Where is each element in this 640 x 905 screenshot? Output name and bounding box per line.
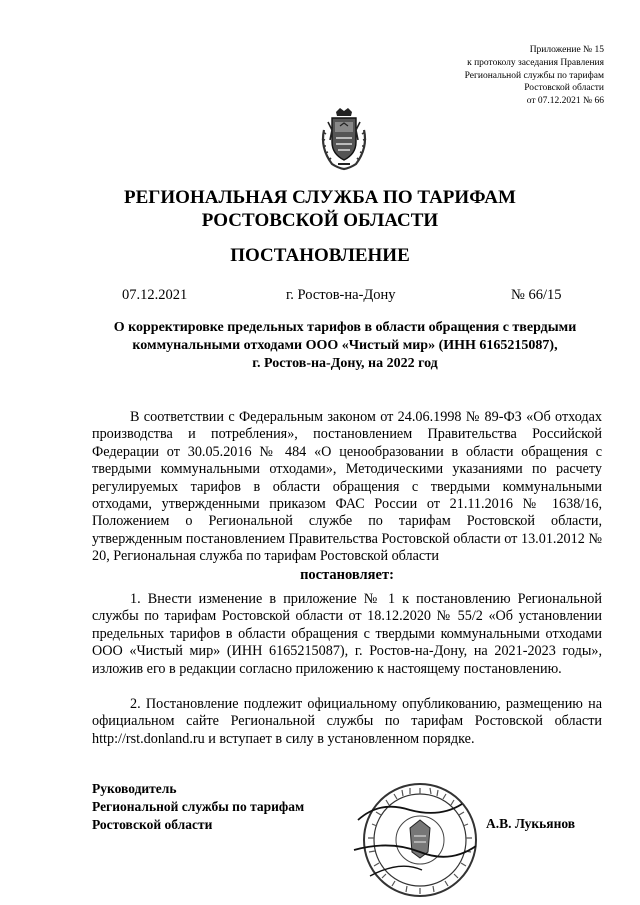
signatory-title-line: Руководитель bbox=[92, 781, 177, 796]
official-seal-icon bbox=[350, 780, 480, 900]
title-line: г. Ростов-на-Дону, на 2022 год bbox=[252, 356, 438, 371]
decree-item-2: 2. Постановление подлежит официальному опубликованию, размещению на официальном сайте Региональной службы по тарифам Ростовской области http://rst.donland.ru и вступает в силу в установленном порядке. bbox=[92, 696, 602, 747]
decrees-heading: постановляет: bbox=[300, 567, 394, 583]
appendix-line: Региональной службы по тарифам bbox=[464, 70, 604, 81]
preamble-paragraph: В соответствии с Федеральным законом от 24.06.1998 № 89-ФЗ «Об отходах производства и потребления», постановлением Правительства Российской Федерации от 30.05.2016 № 484 «О ценообразовании в области обращения с твердыми коммунальными отходами», Методическими указаниями по расчету регулируемых тарифов в области обращения с твердыми коммунальными отходами, утвержденными приказом ФАС России от 21.11.2016 № 1638/16, Положением о Региональной службе по тарифам Ростовской области, утвержденным постановлением Правительства Ростовской области от 13.01.2012 № 20, Региональная служба по тарифам Ростовской области bbox=[92, 409, 602, 565]
appendix-line: от 07.12.2021 № 66 bbox=[526, 96, 604, 107]
document-type: ПОСТАНОВЛЕНИЕ bbox=[230, 245, 410, 266]
decree-item-1: 1. Внести изменение в приложение № 1 к постановлению Региональной службы по тарифам Ростовской области от 18.12.2020 № 55/2 «Об установлении предельных тарифов в области обращения с твердыми коммунальными отходами ООО «Чистый мир» (ИНН 6165215087), г. Ростов-на-Дону, на 2021-2023 годы», изложив его в редакции согласно приложению к настоящему постановлению. bbox=[92, 591, 602, 677]
coat-of-arms-icon bbox=[318, 108, 370, 172]
appendix-note bbox=[465, 44, 604, 108]
appendix-line: к протоколу заседания Правления bbox=[467, 57, 604, 68]
title-line: О корректировке предельных тарифов в области обращения с твердыми bbox=[113, 320, 577, 335]
appendix-line: Ростовской области bbox=[524, 83, 604, 94]
signatory-title-line: Региональной службы по тарифам bbox=[92, 799, 305, 814]
document-title bbox=[95, 319, 595, 373]
organization-line: РЕГИОНАЛЬНАЯ СЛУЖБА ПО ТАРИФАМ bbox=[124, 187, 516, 208]
signatory-name: А.В. Лукьянов bbox=[486, 816, 576, 831]
document-place: г. Ростов-на-Дону bbox=[286, 287, 396, 303]
document-date: 07.12.2021 bbox=[122, 287, 188, 303]
signatory-title bbox=[92, 780, 304, 834]
signatory-title-line: Ростовской области bbox=[92, 817, 213, 832]
title-line: коммунальными отходами ООО «Чистый мир» (ИНН 6165215087), bbox=[132, 338, 558, 353]
organization-line: РОСТОВСКОЙ ОБЛАСТИ bbox=[201, 210, 439, 231]
appendix-line: Приложение № 15 bbox=[529, 45, 604, 55]
organization-name bbox=[0, 186, 640, 232]
document-number: № 66/15 bbox=[511, 287, 562, 303]
